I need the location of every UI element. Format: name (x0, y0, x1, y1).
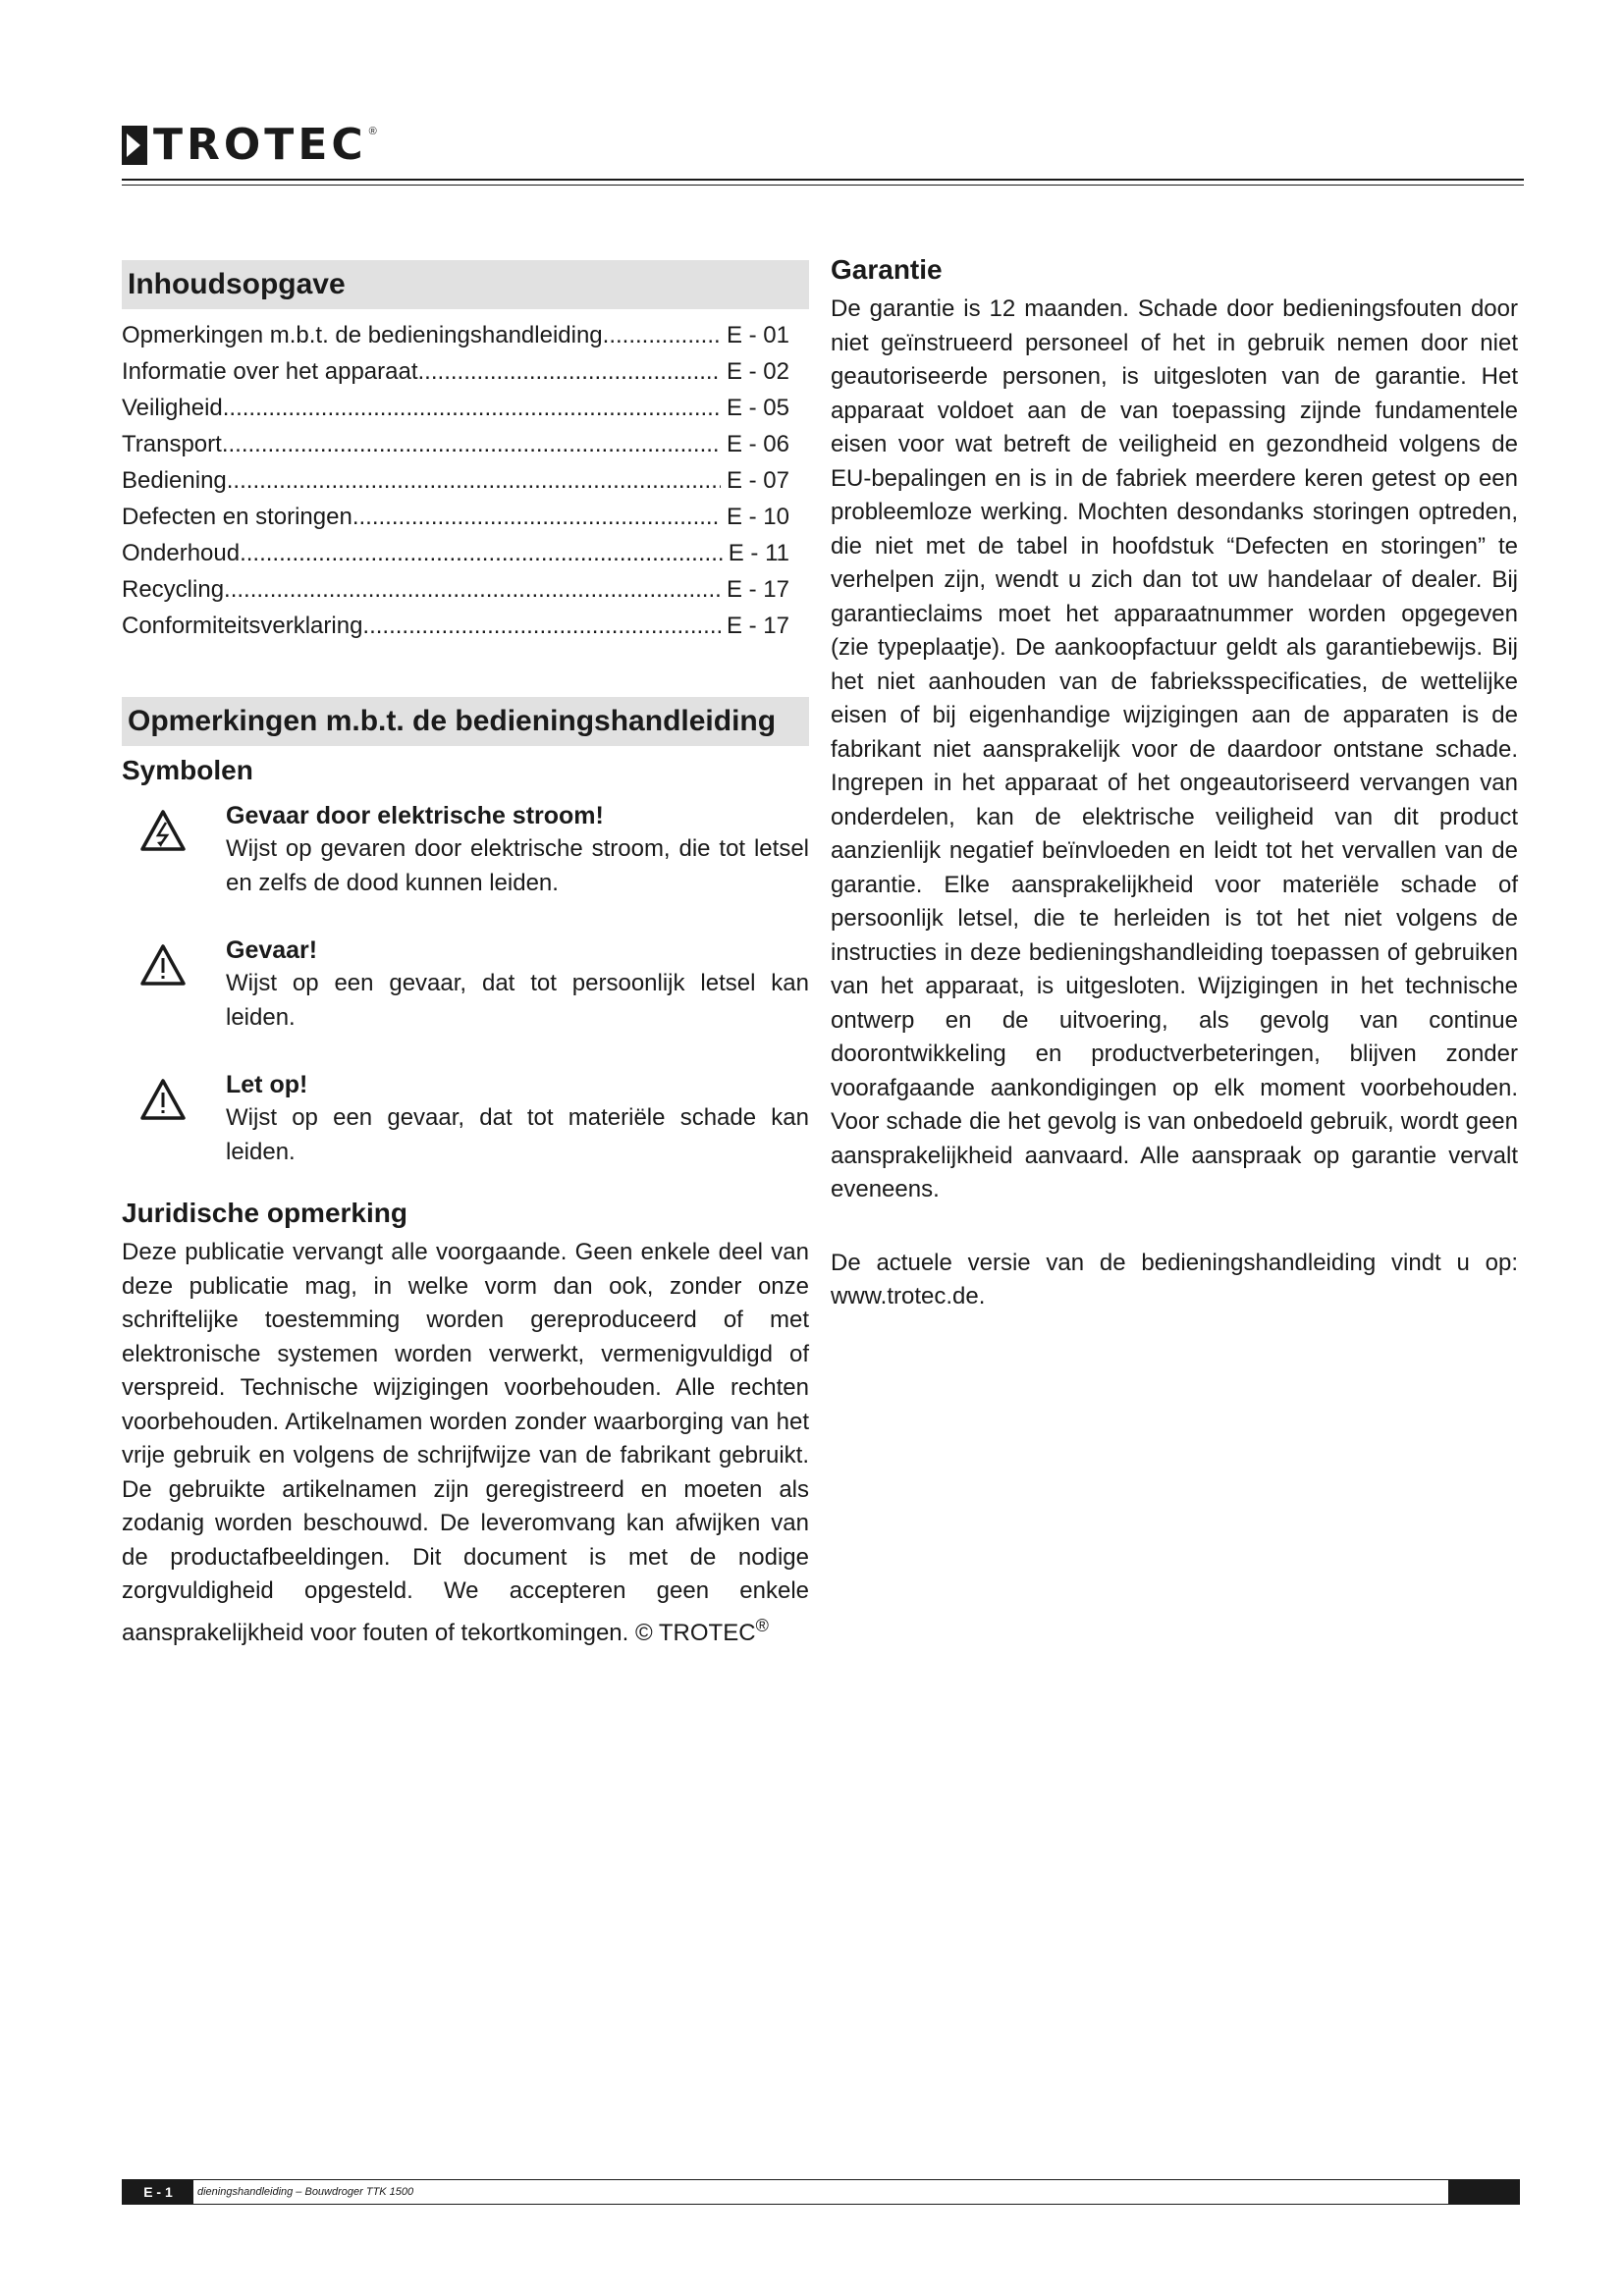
symbol-caution (122, 1068, 809, 1169)
toc-entry-title: Transport (122, 431, 222, 457)
danger-warning-icon (122, 934, 208, 1035)
toc-entry-title: Informatie over het apparaat (122, 358, 418, 385)
symbols-heading: Symbolen (122, 755, 253, 785)
right-column (831, 253, 1518, 1314)
symbol-body (226, 1068, 809, 1169)
toc-entry-page: E - 07 (726, 467, 789, 494)
symbol-body (226, 799, 809, 900)
toc-entry-page: E - 01 (726, 322, 789, 348)
notes-heading: Opmerkingen m.b.t. de bedieningshandleiding (122, 697, 809, 746)
electric-warning-icon (122, 799, 208, 900)
toc-entry-title: Bediening (122, 467, 227, 494)
legal-notice (122, 1236, 809, 1650)
page-number: E - 1 (123, 2180, 193, 2204)
toc-entry-title: Recycling (122, 576, 225, 603)
toc-entry-page: E - 10 (726, 504, 789, 530)
warranty-text: De garantie is 12 maanden. Schade door bedieningsfouten door niet geïnstrueerd personeel of het in gebruik nemen door niet geautoriseerde personen, is uitgesloten van de garantie. Het apparaat voldoet aan de van toepassing zijnde fundamentele eisen voor wat betreft de veiligheid en gezondheid volgens de EU-bepalingen en is in de fabriek meerdere keren getest op een probleemloze werking. Mochten desondanks storingen optreden, die niet met de tabel in hoofdstuk “Defecten en storingen” te verhelpen zijn, wendt u zich dan tot uw handelaar of dealer. Bij garantieclaims moet het apparaatnummer worden opgegeven (zie typeplaatje). De aankoopfactuur geldt als garantiebewijs. Bij het niet aanhouden van de fabrieksspecificaties, de wettelijke eisen of bij eigenhandige wijzigingen aan de apparaten is de fabrikant niet aansprakelijk voor de daardoor ontstane schade. Ingrepen in het apparaat of het ongeautoriseerd vervangen van onderdelen, kan de elektrische veiligheid van dit product aanzienlijk negatief beïnvloeden en leidt tot het vervallen van de garantie. Elke aansprakelijkheid voor materiële schade of persoonlijk letsel, die te herleiden is tot het niet volgens de instructies in deze bedieningshandleiding toepassen of gebruiken van het apparaat, is uitgesloten. Wijzigingen in het technische ontwerp en de uitvoering, als gevolg van continue doorontwikkeling en productverbeteringen, blijven zonder voorafgaande aankondigingen op elk moment voorbehouden. Voor schade die het gevolg is van onbedoeld gebruik, wordt geen aansprakelijkheid aanvaard. Alle aanspraak op garantie vervalt eveneens. (831, 295, 1518, 1202)
toc-entry[interactable] (122, 571, 789, 608)
symbol-title: Gevaar door elektrische stroom! (226, 802, 604, 829)
toc-leader (223, 390, 721, 426)
toc-entry[interactable] (122, 317, 789, 353)
toc-entry[interactable] (122, 499, 789, 535)
online-manual-text: De actuele versie van de bedieningshandleiding vindt u op: www.trotec.de. (831, 1249, 1518, 1309)
legal-registered-mark: ® (755, 1615, 769, 1635)
toc-entry-title: Veiligheid (122, 395, 223, 421)
symbol-body (226, 934, 809, 1035)
toc-leader (224, 571, 721, 608)
toc-entry-page: E - 11 (728, 540, 789, 566)
footer-end-block (1448, 2180, 1519, 2204)
toc-entry-page: E - 02 (726, 358, 789, 385)
toc-entry[interactable] (122, 462, 789, 499)
trotec-logo-mark-icon (122, 126, 147, 165)
toc-entry-page: E - 05 (726, 395, 789, 421)
toc-leader (240, 535, 723, 571)
toc-entry-title: Onderhoud (122, 540, 241, 566)
toc-entry-page: E - 06 (726, 431, 789, 457)
toc-leader (603, 317, 721, 353)
registered-mark: ® (368, 126, 377, 137)
toc-leader (222, 426, 721, 462)
toc-entry[interactable] (122, 353, 789, 390)
symbol-danger (122, 934, 809, 1035)
toc-entry[interactable] (122, 390, 789, 426)
symbol-text: Wijst op gevaren door elektrische stroom, die tot letsel en zelfs de dood kunnen leiden. (226, 835, 809, 896)
left-column (122, 260, 809, 1650)
symbol-text: Wijst op een gevaar, dat tot persoonlijk letsel kan leiden. (226, 970, 809, 1031)
warranty-heading: Garantie (831, 254, 943, 285)
symbol-title: Let op! (226, 1071, 308, 1098)
brand-name: TROTEC (153, 120, 367, 170)
toc-entry-title: Defecten en storingen (122, 504, 352, 530)
toc-entry[interactable] (122, 426, 789, 462)
toc-entry-page: E - 17 (726, 613, 789, 639)
toc-heading: Inhoudsopgave (122, 260, 809, 309)
toc-entry-page: E - 17 (726, 576, 789, 603)
legal-text: Deze publicatie vervangt alle voorgaande. Geen enkele deel van deze publicatie mag, in welke vorm dan ook, zonder onze schriftelijke toestemming worden gereproduceerd of met elektronische systemen worden verwerkt, vermenigvuldigd of verspreid. Technische wijzigingen voorbehouden. Alle rechten voorbehouden. Artikelnamen worden zonder waarborging van het vrije gebruik en volgens de schrijfwijze van de fabrikant gebruikt. De gebruikte artikelnamen zijn geregistreerd en moeten als zodanig worden beschouwd. De leveromvang kan afwijken van de productafbeeldingen. Dit document is met de nodige zorgvuldigheid opgesteld. We accepteren geen enkele aansprakelijkheid voor fouten of tekortkomingen. © TROTEC (122, 1239, 809, 1646)
toc-leader (227, 462, 721, 499)
toc-entry-title: Conformiteitsverklaring (122, 613, 363, 639)
toc-leader (362, 608, 721, 644)
symbol-electric (122, 799, 809, 900)
toc-entry[interactable] (122, 535, 789, 571)
trotec-logo (122, 120, 377, 170)
footer-doc-title: dieningshandleiding – Bouwdroger TTK 1500 (197, 2186, 414, 2198)
toc-entry[interactable] (122, 608, 789, 644)
symbol-text: Wijst op een gevaar, dat tot materiële schade kan leiden. (226, 1104, 809, 1165)
caution-warning-icon (122, 1068, 208, 1169)
header-rule (122, 179, 1524, 181)
page-footer (122, 2179, 1520, 2205)
toc-leader (352, 499, 721, 535)
table-of-contents (122, 317, 809, 644)
legal-heading: Juridische opmerking (122, 1198, 407, 1228)
toc-leader (418, 353, 721, 390)
symbol-title: Gevaar! (226, 936, 318, 964)
toc-entry-title: Opmerkingen m.b.t. de bedieningshandleiding (122, 322, 603, 348)
header-rule-thin (122, 185, 1524, 186)
